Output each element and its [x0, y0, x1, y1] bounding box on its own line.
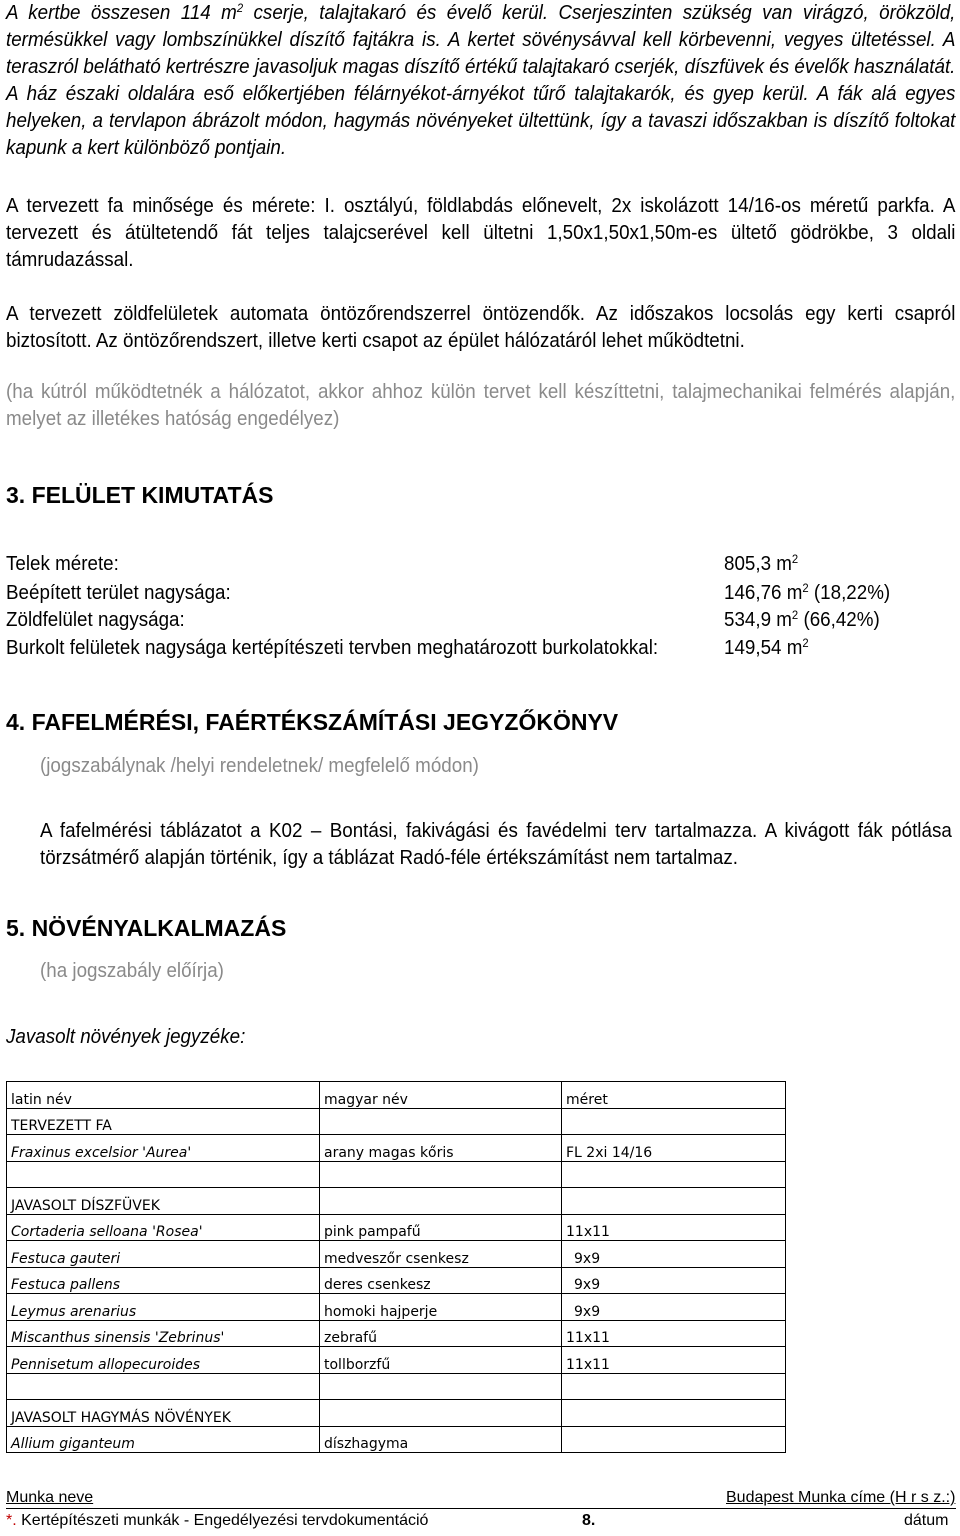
footer-page-number: 8. — [582, 1512, 596, 1529]
footer-address: Budapest Munka címe (H r s z.:) — [726, 1489, 956, 1506]
table-cell — [562, 1108, 786, 1135]
table-row — [7, 1426, 786, 1453]
area-value-green: 534,9 $m^2$ (66,42%) — [724, 608, 880, 631]
tree-quality-paragraph: A tervezett fa minősége és mérete: I. osztályú, földlabdás előnevelt, 2x iskolázott 14/16-os méretű parkfa. A tervezett és átültetendő fát teljes talajcserével kell ültetni 1,50x1,50x1,50m-es ültető gödrökbe, 3 oldali támrudazással. — [6, 195, 956, 271]
irrigation-paragraph: A tervezett zöldfelületek automata öntözőrendszerrel öntözendők. Az időszakos locsolás egy kerti csapról biztosított. Az öntözőrendszert, illetve kerti csapot az épület hálózatáról lehet működtetni. — [6, 303, 956, 352]
size-cell: 9x9 — [562, 1294, 786, 1321]
hungarian-name-cell: deres csenkesz — [320, 1267, 562, 1294]
header-size: méret — [562, 1082, 786, 1109]
table-row — [7, 1241, 786, 1268]
section-4-title: 4. FAFELMÉRÉSI, FAÉRTÉKSZÁMÍTÁSI JEGYZŐKÖNYV — [6, 709, 619, 735]
group-title: TERVEZETT FA — [7, 1108, 320, 1135]
plant-table — [6, 1081, 786, 1453]
area-value-built: 146,76 $m^2$ (18,22%) — [724, 581, 891, 604]
area-label-built: Beépített terület nagysága: — [6, 582, 231, 604]
latin-name-cell: Cortaderia selloana 'Rosea' — [7, 1214, 320, 1241]
intro-superscript: 2 — [236, 1, 244, 15]
table-row — [7, 1135, 786, 1162]
table-spacer-row — [7, 1373, 786, 1400]
section-4-text: A fafelmérési táblázatot a K02 – Bontási, fakivágási és favédelmi terv tartalmazza. A kivágott fák pótlása törzsátmérő alapján történik, így a táblázat Radó-féle értékszámítást nem tartalmaz. — [40, 820, 952, 869]
footer-divider — [6, 1508, 956, 1509]
table-cell — [562, 1373, 786, 1400]
area-label-plot: Telek mérete: — [6, 553, 119, 575]
table-cell — [320, 1108, 562, 1135]
footer-top — [6, 1489, 956, 1507]
table-cell — [7, 1373, 320, 1400]
section-5-title: 5. NÖVÉNYALKALMAZÁS — [6, 915, 287, 941]
hungarian-name-cell: arany magas kőris — [320, 1135, 562, 1162]
table-row — [7, 1267, 786, 1294]
header-latin: latin név — [7, 1082, 320, 1109]
table-group-row — [7, 1108, 786, 1135]
footer-bottom — [6, 1512, 956, 1530]
table-cell — [7, 1161, 320, 1188]
intro-text-rest: cserje, talajtakaró és évelő kerül. Cserjeszinten szükség van virágzó, örökzöld, termésükkel vagy lombszínükkel díszítő fajtákra is. A kertet sövénysávval kell körbevenni, vegyes ültetéssel. A teraszról belátható kertrészre javasoljuk magas díszítő értékű talajtakaró cserjék, díszfüvek és évelők használatát. A ház északi oldalára eső előkertjében félárnyékot-árnyékot tűrő talajtakarók, és gyep kerül. A fák alá egyes helyeken, a tervlapon ábrázolt módon, hagymás növényeket ültettünk, így a tavaszi időszakban is díszítő foltokat kapunk a kert különböző pontjain. — [6, 2, 956, 159]
size-cell: 11x11 — [562, 1320, 786, 1347]
table-cell — [562, 1188, 786, 1215]
footer-project-name: Munka neve — [6, 1489, 94, 1506]
size-cell: 11x11 — [562, 1214, 786, 1241]
footer-date: dátum — [904, 1512, 949, 1529]
hungarian-name-cell: medveszőr csenkesz — [320, 1241, 562, 1268]
group-title: JAVASOLT DÍSZFÜVEK — [7, 1188, 320, 1215]
well-note-paragraph: (ha kútról működtetnék a hálózatot, akkor ahhoz külön tervet kell készíttetni, talajmechanikai felmérés alapján, melyet az illetékes hatóság engedélyez) — [6, 381, 956, 430]
size-cell — [562, 1426, 786, 1453]
group-title: JAVASOLT HAGYMÁS NÖVÉNYEK — [7, 1400, 320, 1427]
section-5-subtitle: (ha jogszabály előírja) — [40, 960, 224, 982]
size-cell: FL 2xi 14/16 — [562, 1135, 786, 1162]
footer-star: *. — [6, 1512, 17, 1529]
table-cell — [320, 1373, 562, 1400]
table-row — [7, 1214, 786, 1241]
latin-name-cell: Leymus arenarius — [7, 1294, 320, 1321]
latin-name-cell: Miscanthus sinensis 'Zebrinus' — [7, 1320, 320, 1347]
table-cell — [562, 1161, 786, 1188]
section-3-title: 3. FELÜLET KIMUTATÁS — [6, 482, 274, 508]
table-cell — [320, 1400, 562, 1427]
footer-doc-title: Kertépítészeti munkák - Engedélyezési tervdokumentáció — [16, 1512, 429, 1529]
size-cell: 11x11 — [562, 1347, 786, 1374]
latin-name-cell: Festuca pallens — [7, 1267, 320, 1294]
hungarian-name-cell: tollborzfű — [320, 1347, 562, 1374]
size-cell: 9x9 — [562, 1241, 786, 1268]
area-label-green: Zöldfelület nagysága: — [6, 609, 185, 631]
header-hungarian: magyar név — [320, 1082, 562, 1109]
area-value-paved: 149,54 $m^2$ — [724, 636, 809, 659]
latin-name-cell: Fraxinus excelsior 'Aurea' — [7, 1135, 320, 1162]
plant-list-title: Javasolt növények jegyzéke: — [6, 1026, 246, 1048]
plant-table-header — [7, 1082, 786, 1109]
hungarian-name-cell: pink pampafű — [320, 1214, 562, 1241]
table-group-row — [7, 1400, 786, 1427]
table-cell — [320, 1161, 562, 1188]
section-4-subtitle: (jogszabálynak /helyi rendeletnek/ megfelelő módon) — [40, 755, 479, 777]
area-label-paved: Burkolt felületek nagysága kertépítészeti tervben meghatározott burkolatokkal: — [6, 637, 659, 659]
latin-name-cell: Pennisetum allopecuroides — [7, 1347, 320, 1374]
table-spacer-row — [7, 1161, 786, 1188]
latin-name-cell: Allium giganteum — [7, 1426, 320, 1453]
size-cell: 9x9 — [562, 1267, 786, 1294]
table-row — [7, 1347, 786, 1374]
table-cell — [562, 1400, 786, 1427]
table-row — [7, 1294, 786, 1321]
latin-name-cell: Festuca gauteri — [7, 1241, 320, 1268]
intro-paragraph — [6, 0, 955, 162]
table-cell — [320, 1188, 562, 1215]
intro-text-start: A kertbe összesen 114 m — [6, 2, 237, 24]
area-value-plot: 805,3 $m^2$ — [724, 552, 799, 575]
hungarian-name-cell: zebrafű — [320, 1320, 562, 1347]
table-row — [7, 1320, 786, 1347]
hungarian-name-cell: homoki hajperje — [320, 1294, 562, 1321]
table-group-row — [7, 1188, 786, 1215]
hungarian-name-cell: díszhagyma — [320, 1426, 562, 1453]
